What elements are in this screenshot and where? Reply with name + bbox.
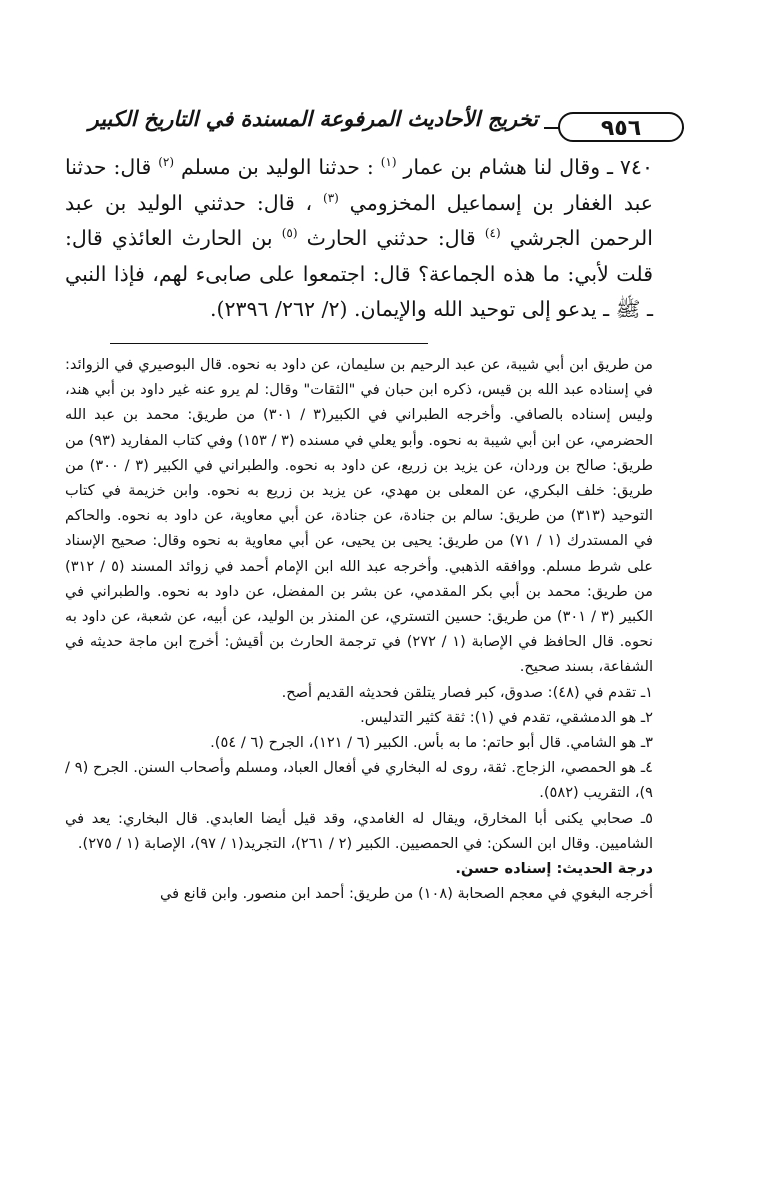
hadith-text	[65, 150, 653, 328]
footnote-ref: (٥)	[281, 226, 298, 241]
footnotes	[65, 352, 653, 906]
hadith-segment: قال: حدثنا عبد الغفار بن إسماعيل المخزومي	[65, 155, 653, 215]
running-title: تخريج الأحاديث المرفوعة المسندة في التاريخ الكبير	[82, 106, 544, 131]
footnote-ref: (١)	[380, 155, 397, 170]
footnote-closing: أخرجه البغوي في معجم الصحابة (١٠٨) من طريق: أحمد ابن منصور. وابن قانع في	[159, 885, 653, 903]
footnote-ref: (٣)	[323, 190, 339, 205]
footnote-item: ١ـ تقدم في (٤٨): صدوق، كبر فصار يتلقن فحديثه القديم أصح.	[281, 683, 653, 701]
hadith-segment: بن الحارث العائذي قال: قلت لأبي: ما هذه الجماعة؟ قال: اجتمعوا على صابىء لهم، فإذا النبي ـ ﷺ ـ يدعو إلى توحيد الله والإيمان. (٢/ ٢٦٢/ ٢٣٩٦).	[65, 226, 653, 321]
page-header	[88, 96, 684, 141]
footnote-separator	[110, 343, 428, 344]
footnote-item: ٥ـ صحابي يكنى أبا المخارق، ويقال له الغامدي، وقد قيل أيضا العابدي. قال البخاري: يعد في الشاميين. وقال ابن السكن: في الحمصيين. الكبير (٢ / ٢٦١)، التجريد(١ / ٩٧)، الإصابة (١ / ٢٧٥).	[65, 809, 653, 852]
hadith-segment: : حدثنا الوليد بن مسلم	[180, 155, 374, 179]
footnote-item: ٣ـ هو الشامي. قال أبو حاتم: ما به بأس. الكبير (٦ / ١٢١)، الجرح (٦ / ٥٤).	[210, 734, 653, 752]
footnote-ref: (٤)	[484, 226, 501, 241]
hadith-segment: قال: حدثني الحارث	[306, 226, 476, 250]
footnote-item: ٤ـ هو الحمصي، الزجاج. ثقة، روى له البخاري في أفعال العباد، ومسلم وأصحاب السنن. الجرح (٩ / ٩)، التقريب (٥٨٢).	[65, 759, 653, 802]
grade-heading: درجة الحديث: إسناده حسن.	[455, 860, 653, 878]
footnote-intro: من طريق ابن أبي شيبة، عن عبد الرحيم بن سليمان، عن داود به نحوه. قال البوصيري في الزوائد: في إسناده عبد الله بن قيس، ذكره ابن حبان في "الثقات" وقال: لم يرو عنه غير داود بن أبي هند، وليس إسناده بالصافي. وأخرجه الطبراني في الكبير(٣ / ٣٠١) من طريق: محمد بن عبد الله الحضرمي، عن ابن أبي شيبة به نحوه. وأبو يعلي في مسنده (٣ / ١٥٣) وفي كتاب المفاريد (٩٣) من طريق: صالح بن وردان، عن يزيد بن زريع، عن داود به نحوه. والطبراني في الكبير (٣ / ٣٠٠) من طريق: خلف البكري، عن المعلى بن مهدي، عن يزيد بن زريع به نحوه. وابن خزيمة في كتاب التوحيد (٣١٣) من طريق: سالم بن جنادة، عن جنادة، عن أبي معاوية، عن داود به نحوه. والحاكم في المستدرك (١ / ٧١) من طريق: يحيى بن يحيى، عن أبي معاوية به نحوه وقال: صحيح الإسناد على شرط مسلم. ووافقه الذهبي. وأخرجه عبد الله ابن الإمام أحمد في زوائد المسند (٥ / ٣١٢) من طريق: محمد بن أبي بكر المقدمي، عن بشر بن المفضل، عن داود به نحوه. والطبراني في الكبير (٣ / ٣٠١) من طريق: حسين التستري، عن المنذر بن الوليد، عن أبيه، عن شعبة، عن داود به نحوه. قال الحافظ في الإصابة (١ / ٢٧٢) في ترجمة الحارث بن أقيش: أخرج ابن ماجة حديثه في الشفاعة، بسند صحيح.	[65, 356, 653, 676]
footnote-ref: (٢)	[158, 155, 175, 170]
footnote-item: ٢ـ هو الدمشقي، تقدم في (١): ثقة كثير التدليس.	[360, 708, 653, 726]
page-number: ٩٥٦	[558, 112, 684, 142]
hadith-segment: ، قال: حدثني الوليد بن عبد الرحمن الجرشي	[65, 190, 653, 250]
hadith-segment: ٧٤٠ ـ وقال لنا هشام بن عمار	[403, 155, 653, 179]
